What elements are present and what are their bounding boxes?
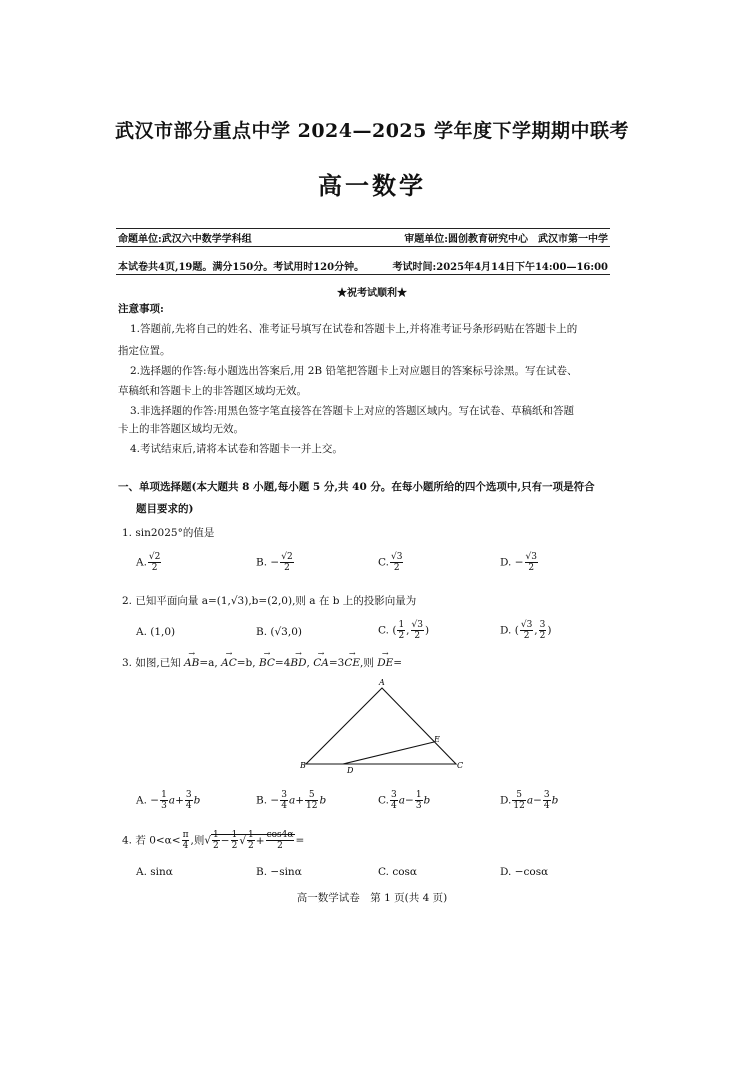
q3-option-c: C. $\frac{3}{4}$ a− $\frac{1}{3}$ b [378, 790, 431, 811]
q2-option-a: A. (1,0) [136, 626, 176, 638]
label-b: B [300, 761, 306, 770]
q1-option-d: D. − $\frac{√3}{2}$ [500, 552, 537, 573]
q1-option-b: B. − $\frac{√2}{2}$ [256, 552, 293, 573]
mid-rule [116, 246, 610, 247]
note-line: 指定位置。 [118, 345, 171, 357]
reviewer-text: 审题单位:圆创教育研究中心 武汉市第一中学 [404, 234, 608, 245]
note-line: 2.选择题的作答:每小题选出答案后,用 2B 铅笔把答题卡上对应题目的答案标号涂黑。写在试卷、 [130, 365, 578, 377]
exam-title: 武汉市部分重点中学 2024—2025 学年度下学期期中联考 [115, 120, 629, 142]
q4-stem: 4. 若 0<α< $\frac{\pi}{4}$ ,则√ $\frac{1}{2}$ − $\frac{1}{2}$ √ $\frac{1}{2}$ + $\frac{\cos 4\alpha}{2}$ = [122, 830, 305, 851]
note-line: 卡上的非答题区域均无效。 [118, 423, 244, 435]
note-line: 草稿纸和答题卡上的非答题区域均无效。 [118, 385, 307, 397]
q2-option-c: C. ( $\frac{1}{2}$ , $\frac{√3}{2}$ ) [378, 620, 430, 641]
info-left: 本试卷共4页,19题。满分150分。考试用时120分钟。 [118, 262, 365, 273]
label-a: A [379, 678, 385, 687]
wish-text: ★祝考试顺利★ [337, 288, 407, 299]
section1-line2: 题目要求的) [136, 503, 194, 515]
q4-option-a: A. sinα [136, 866, 173, 878]
note-line: 4.考试结束后,请将本试卷和答题卡一并上交。 [130, 443, 343, 455]
q1-stem: 1. sin2025°的值是 [122, 527, 215, 539]
q3-option-b: B. − $\frac{3}{4}$ a+ $\frac{5}{12}$ b [256, 790, 327, 811]
q2-stem: 2. 已知平面向量 a=(1,√3),b=(2,0),则 a 在 b 上的投影向量为 [122, 595, 417, 607]
q2-option-d: D. ( $\frac{√3}{2}$ , $\frac{3}{2}$ ) [500, 620, 552, 641]
q3-stem: 3. 如图,已知 → AB=a, → AC=b, → BC=4→ BD, → CA=3→ CE,则 → DE= [122, 656, 402, 670]
q2-option-b: B. (√3,0) [256, 626, 302, 638]
segment-de [343, 742, 434, 764]
q1-option-a: A. $\frac{√2}{2}$ [136, 552, 161, 573]
label-e: E [434, 735, 440, 744]
section1-line1: 一、单项选择题(本大题共 8 小题,每小题 5 分,共 40 分。在每小题所给的四个选项中,只有一项是符合 [118, 481, 595, 493]
label-d: D [347, 766, 354, 775]
page-footer: 高一数学试卷 第 1 页(共 4 页) [296, 892, 448, 904]
top-rule [116, 228, 610, 229]
radical-icon: √ [204, 834, 212, 847]
info-right: 考试时间:2025年4月14日下午14:00—16:00 [392, 262, 608, 273]
q4-option-b: B. −sinα [256, 866, 302, 878]
note-line: 1.答题前,先将自己的姓名、准考证号填写在试卷和答题卡上,并将准考证号条形码贴在答题卡上的 [130, 323, 578, 335]
notes-heading: 注意事项: [118, 303, 164, 315]
q3-option-d: D. $\frac{5}{12}$ a− $\frac{3}{4}$ b [500, 790, 559, 811]
q4-option-d: D. −cosα [500, 866, 549, 878]
triangle-abc [306, 688, 456, 764]
bottom-rule [116, 274, 610, 275]
triangle-figure [300, 676, 470, 776]
radical-icon: √ [239, 834, 247, 847]
q4-option-c: C. cosα [378, 866, 418, 878]
label-c: C [457, 761, 464, 770]
q1-option-c: C. $\frac{√3}{2}$ [378, 552, 403, 573]
exam-subject: 高一数学 [318, 171, 426, 200]
note-line: 3.非选择题的作答:用黑色签字笔直接答在答题卡上对应的答题区域内。写在试卷、草稿纸和答题 [130, 405, 575, 417]
q3-option-a: A. − $\frac{1}{3}$ a+ $\frac{3}{4}$ b [136, 790, 201, 811]
proposer-text: 命题单位:武汉六中数学学科组 [118, 234, 252, 245]
